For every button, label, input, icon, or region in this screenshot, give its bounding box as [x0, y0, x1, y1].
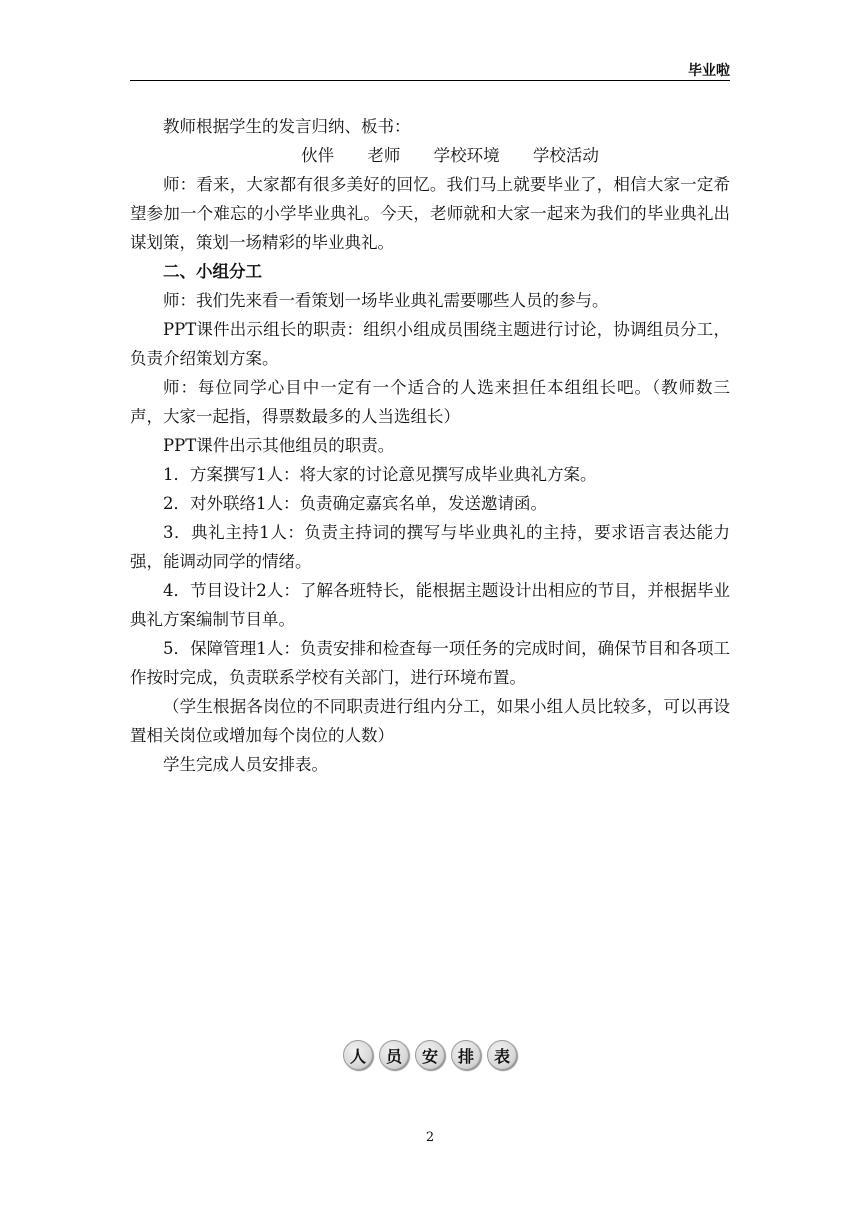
list-item: 2．对外联络1人：负责确定嘉宾名单，发送邀请函。: [163, 494, 547, 513]
board-item: 伙伴: [301, 146, 335, 165]
list-item: 4．节目设计2人：了解各班特长，能根据主题设计出相应的节目，并根据毕业典礼方案编制节目单。: [130, 581, 730, 629]
paragraph-complete-table: 学生完成人员安排表。: [163, 755, 328, 774]
paragraph-teacher-memories: 师：看来，大家都有很多美好的回忆。我们马上就要毕业了，相信大家一定希望参加一个难忘的小学毕业典礼。今天，老师就和大家一起来为我们的毕业典礼出谋划策，策划一场精彩的毕业典礼。: [130, 175, 730, 252]
paragraph-leader-duties: PPT课件出示组长的职责：组织小组成员围绕主题进行讨论，协调组员分工，负责介绍策划方案。: [130, 320, 730, 368]
board-item: 学校活动: [532, 146, 599, 165]
table-title-char: 排: [451, 1040, 481, 1070]
paragraph-leader-vote: 师：每位同学心目中一定有一个适合的人选来担任本组组长吧。（教师数三声，大家一起指，得票数最多的人当选组长）: [130, 378, 730, 426]
paragraph-intro: 教师根据学生的发言归纳、板书：: [163, 117, 411, 136]
document-body: [130, 112, 730, 779]
list-item: 5．保障管理1人：负责安排和检查每一项任务的完成时间，确保节目和各项工作按时完成，负责联系学校有关部门，进行环境布置。: [130, 639, 730, 687]
section-heading: 二、小组分工: [163, 262, 262, 281]
board-item: 学校环境: [433, 146, 500, 165]
page-number: 2: [425, 1130, 435, 1145]
table-title-char: 表: [487, 1040, 517, 1070]
paragraph-teacher-roles: 师：我们先来看一看策划一场毕业典礼需要哪些人员的参与。: [163, 291, 609, 310]
board-items: [130, 141, 730, 170]
paragraph-member-duties: PPT课件出示其他组员的职责。: [163, 436, 395, 455]
table-title-char: 安: [415, 1040, 445, 1070]
board-item: 老师: [367, 146, 401, 165]
table-title-char: 员: [379, 1040, 409, 1070]
header-rule: [130, 80, 730, 81]
table-title-char: 人: [343, 1040, 373, 1070]
table-title: [0, 1040, 860, 1070]
header-title: 毕业啦: [688, 63, 730, 79]
list-item: 1．方案撰写1人：将大家的讨论意见撰写成毕业典礼方案。: [163, 465, 597, 484]
list-item: 3．典礼主持1人：负责主持词的撰写与毕业典礼的主持，要求语言表达能力强，能调动同学的情绪。: [130, 523, 730, 571]
paragraph-note: （学生根据各岗位的不同职责进行组内分工，如果小组人员比较多，可以再设置相关岗位或增加每个岗位的人数）: [130, 697, 730, 745]
